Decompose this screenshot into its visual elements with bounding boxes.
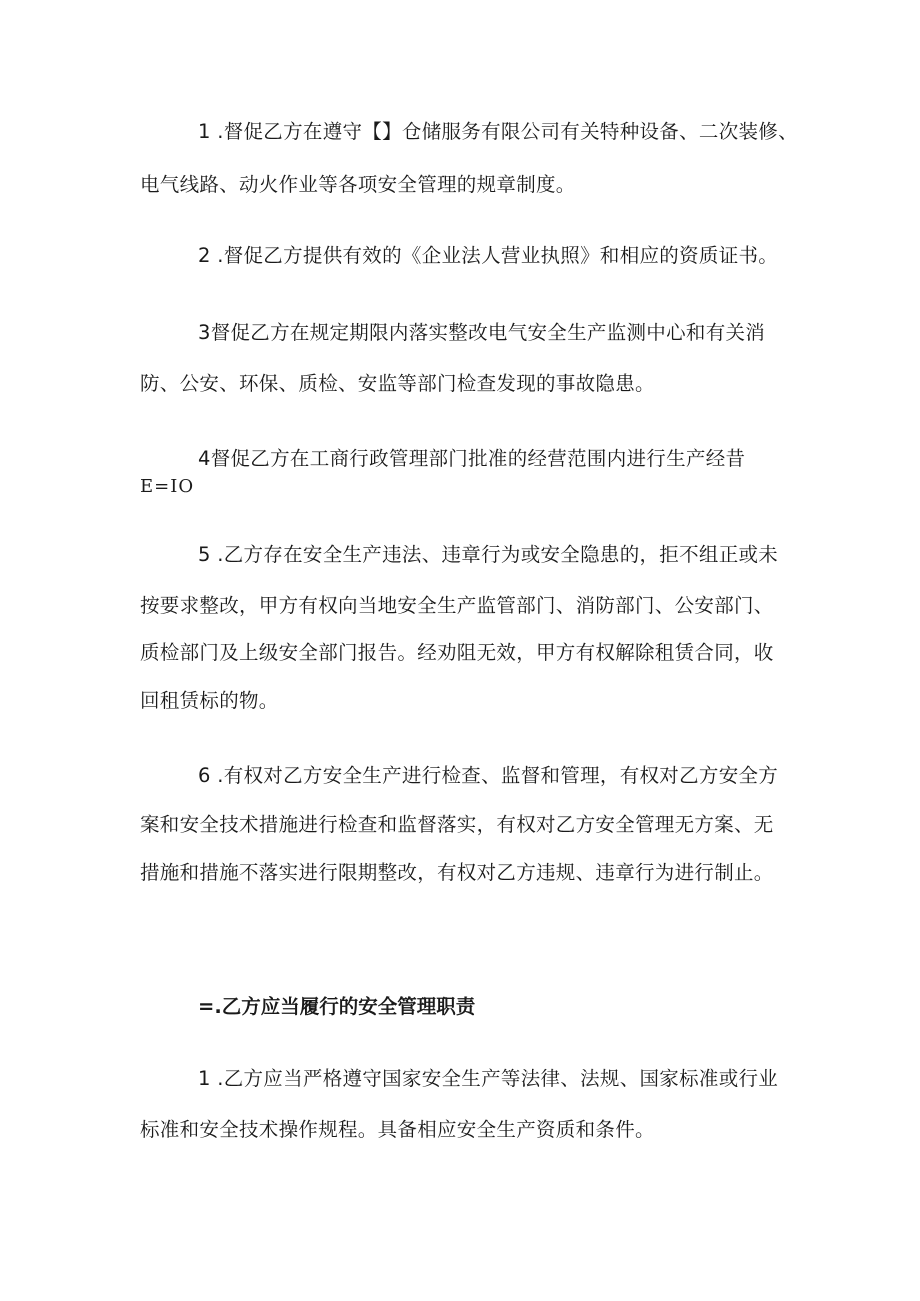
paragraph-6-line-3: 措施和措施不落实进行限期整改，有权对乙方违规、违章行为进行制止。 [140,861,774,884]
paragraph-6-line-2: 案和安全技术措施进行检查和监督落实，有权对乙方安全管理无方案、无 [140,813,774,836]
paragraph-3-line-2: 防、公安、环保、质检、安监等部门检查发现的事故隐患。 [140,372,655,395]
paragraph-2-line-1: 2 .督促乙方提供有效的《企业法人营业执照》和相应的资质证书。 [198,244,779,267]
paragraph-1-line-2: 电气线路、动火作业等各项安全管理的规章制度。 [140,173,576,196]
section-heading: =.乙方应当履行的安全管理职责 [198,995,476,1018]
paragraph-5-line-3: 质检部门及上级安全部门报告。经劝阻无效，甲方有权解除租赁合同，收 [140,641,774,664]
paragraph-5-line-4: 回租赁标的物。 [140,689,279,712]
paragraph-5-line-2: 按要求整改，甲方有权向当地安全生产监管部门、消防部门、公安部门、 [140,594,774,617]
paragraph-4-line-2: E=IO [140,476,195,497]
paragraph-5-line-1: 5 .乙方存在安全生产违法、违章行为或安全隐患的，拒不组正或未 [198,543,779,566]
paragraph-4-line-1: 4督促乙方在工商行政管理部门批准的经营范围内进行生产经昔 [198,447,746,470]
section-paragraph-1-line-1: 1 .乙方应当严格遵守国家安全生产等法律、法规、国家标准或行业 [198,1067,779,1090]
paragraph-3-line-1: 3督促乙方在规定期限内落实整改电气安全生产监测中心和有关消 [198,321,766,344]
section-paragraph-1-line-2: 标准和安全技术操作规程。具备相应安全生产资质和条件。 [140,1118,655,1141]
paragraph-6-line-1: 6 .有权对乙方安全生产进行检查、监督和管理，有权对乙方安全方 [198,764,779,787]
paragraph-1-line-1: 1 .督促乙方在遵守【】仓储服务有限公司有关特种设备、二次装修、 [198,120,798,143]
